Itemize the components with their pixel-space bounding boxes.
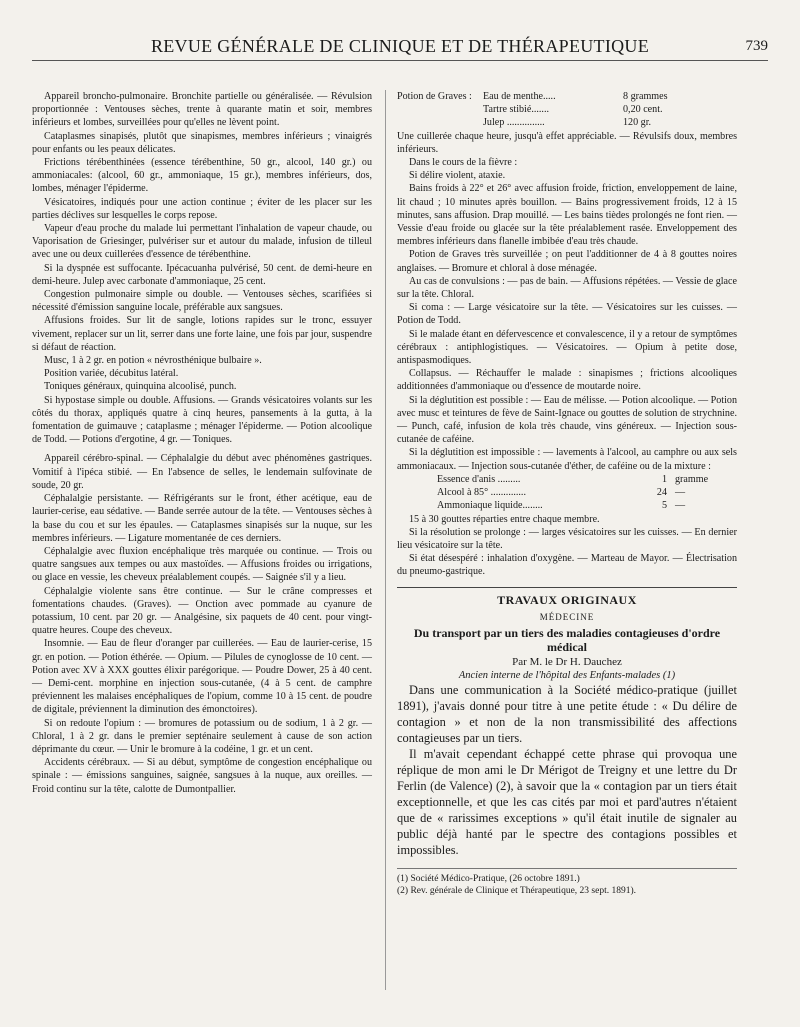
page-number: 739 bbox=[745, 38, 768, 54]
paragraph: Si le malade étant en défervescence et convalescence, il y a retour de symptômes cérébraux : antiphlogistiques. — Vésicatoires. — Opium à petite dose, antispasmodiques. bbox=[397, 328, 737, 367]
paragraph: Si la déglutition est possible : — Eau de mélisse. — Potion alcoolique. — Potion avec musc et teintures de fève de Saint-Ignace ou gouttes de solution de strychnine. — Punch, café, infusion de kola très chaude, vins généreux. — Injection sous-cutanée de caféine. bbox=[397, 394, 737, 446]
paragraph: Insomnie. — Eau de fleur d'oranger par cuillerées. — Eau de laurier-cerise, 15 gr. en potion. — Potion éthérée. — Opium. — Pilules de cynoglosse de 10 cent. — Potion avec XV à XXX gouttes élixir parégorique. — Poudre Dower, 25 à 40 cent. — Demi-cent. morphine en injection sous-cutanée, (4 à 5 cent. de camphre préviennent les malaises encéphaliques de l'opium, comme 10 à 15 cent. de poudre de digitale, préviennent la diminution des émonctoires). bbox=[32, 638, 372, 716]
article-paragraph: Dans une communication à la Société médico-pratique (juillet 1891), j'avais donné pour titre à une petite étude : « Du délire de contagion » et non de la non transmissibilité des affections contagieuses par un tiers. bbox=[397, 683, 737, 746]
paragraph: Si état désespéré : inhalation d'oxygène. — Marteau de Mayor. — Électrisation du pneumo-gastrique. bbox=[397, 553, 737, 578]
quantity: 0,20 cent. bbox=[623, 104, 663, 116]
paragraph: Au cas de convulsions : — pas de bain. — Affusions répétées. — Vessie de glace sur la tête. Chloral. bbox=[397, 275, 737, 301]
table-row bbox=[437, 499, 737, 512]
quantity: 5 bbox=[661, 500, 667, 512]
ingredient: Eau de menthe..... bbox=[483, 91, 556, 102]
article-title: Du transport par un tiers des maladies contagieuses d'ordre médical bbox=[413, 625, 721, 654]
author-affiliation: Ancien interne de l'hôpital des Enfants-malades (1) bbox=[458, 670, 676, 682]
paragraph: Vésicatoires, indiqués pour une action continue ; éviter de les placer sur les parties déclives sur lesquelles le corps repose. bbox=[32, 196, 372, 221]
paragraph: Céphalalgie avec fluxion encéphalique très marquée ou continue. — Trois ou quatre sangsues aux tempes ou aux mastoïdes. — Affusions froides ou irrigations, ou glace en vessie, les cheveux préalablement coupés. — Saignée s'il y a lieu. bbox=[32, 545, 372, 584]
paragraph: Frictions térébenthinées (essence térébenthine, 50 gr., alcool, 140 gr.) ou ammoniacales: (alcool, 60 gr., ammoniaque, 15 gr.), membres inférieurs, dos, lombes, ménager l'épiderme. bbox=[32, 157, 372, 195]
paragraph: Si la résolution se prolonge : — larges vésicatoires sur les cuisses. — En dernier lieu vésicatoire sur la tête. bbox=[397, 526, 737, 551]
unit: — bbox=[675, 487, 686, 499]
paragraph: Appareil broncho-pulmonaire. Bronchite partielle ou généralisée. — Révulsion proportionnée : Ventouses sèches, trente à quarante matin et soir, membres inférieurs et lombes, surveillées pour qu'elles ne lèvent point. bbox=[32, 91, 372, 129]
paragraph: Potion de Graves très surveillée ; on peut l'additionner de 4 à 8 gouttes noires anglaises. — Bromure et chloral à dose ménagée. bbox=[397, 249, 737, 274]
paragraph: Céphalalgie violente sans être continue. — Sur le crâne compresses et fomentations chaudes. (Graves). — Onction avec pommade au cyanure de potassium, 10 cent. par 20 gr. — Analgésine, six paquets de 40 cent. pour vingt-quatre heures. Coupe des cheveux. bbox=[32, 585, 372, 637]
paragraph: Vapeur d'eau proche du malade lui permettant l'inhalation de vapeur chaude, ou Vaporisation de Griesinger, pulvériser sur et autour du malade, infusion de tilleul avec une ou deux cuillerées d'essence de térébenthine. bbox=[32, 223, 372, 261]
paragraph: Toniques généraux, quinquina alcoolisé, punch. bbox=[44, 381, 237, 393]
paragraph: Collapsus. — Réchauffer le malade : sinapismes ; frictions alcooliques additionnées d'ammoniaque ou d'essence de moutarde noire. bbox=[397, 368, 737, 393]
paragraph: Si la dyspnée est suffocante. Ipécacuanha pulvérisé, 50 cent. de demi-heure en demi-heure. Julep avec carbonate d'ammoniaque, 25 cent. bbox=[32, 262, 372, 287]
paragraph: Cataplasmes sinapisés, plutôt que sinapismes, membres inférieurs ; vinaigrés pour enfants ou les peaux délicates. bbox=[32, 130, 372, 155]
paragraph: Appareil cérébro-spinal. — Céphalalgie du début avec phénomènes gastriques. Vomitif à l'ipéca stibié. — En l'absence de selles, le lendemain sulfovinate de soude, 20 gr. bbox=[32, 453, 372, 491]
right-column bbox=[397, 90, 737, 897]
table-row bbox=[397, 90, 737, 103]
paragraph: Une cuillerée chaque heure, jusqu'à effet appréciable. — Révulsifs doux, membres inférieurs. bbox=[397, 130, 737, 155]
left-column bbox=[32, 90, 372, 796]
article-paragraph: Il m'avait cependant échappé cette phrase qui provoqua une réplique de mon ami le Dr Mérigot de Treigny et une lettre du Dr Ferlin (de Valence) (2), à savoir que la « contagion par un tiers était exceptionnelle, et que les cas cités par moi et pard'autres n'étaient que de « rarissimes exceptions » qu'il était inutile de signaler au public déjà hanté par le spectre des contagions possibles et impossibles. bbox=[397, 747, 737, 858]
column-divider bbox=[385, 90, 386, 990]
quantity: 24 bbox=[656, 487, 667, 499]
unit: gramme bbox=[675, 473, 709, 485]
table-row bbox=[397, 103, 737, 116]
paragraph: Musc, 1 à 2 gr. en potion « névrosthénique bulbaire ». bbox=[44, 355, 262, 367]
table-row bbox=[437, 486, 737, 499]
paragraph: Position variée, décubitus latéral. bbox=[44, 368, 179, 380]
paragraph: Congestion pulmonaire simple ou double. — Ventouses sèches, scarifiées si nécessité d'émission sanguine locale, préférable aux sangsues. bbox=[32, 289, 372, 314]
paragraph: Céphalalgie persistante. — Réfrigérants sur le front, éther acétique, eau de laurier-cerise, eau sédative. — Bande serrée autour de la tête. — Ventouses sèches à la base du cou et sur les épaules. — Cataplasmes sinapisés sur la nuque, sur les membres inférieurs. — Ligature momentanée de ces derniers. bbox=[32, 493, 372, 544]
ingredient: Julep ............... bbox=[483, 117, 545, 129]
quantity: 1 bbox=[661, 473, 667, 485]
paragraph: Si on redoute l'opium : — bromures de potassium ou de sodium, 1 à 2 gr. — Chloral, 1 à 2 gr. dans le premier septénaire seulement à cause de son action déprimante du cœur. — Unir le bromure à la codéine, 1 gr. et un cent. bbox=[32, 717, 372, 755]
unit: — bbox=[675, 500, 686, 512]
mixture-table bbox=[397, 473, 737, 513]
table-row bbox=[397, 116, 737, 129]
journal-title: REVUE GÉNÉRALE DE CLINIQUE ET DE THÉRAPEUTIQUE bbox=[150, 36, 650, 56]
quantity: 120 gr. bbox=[623, 117, 652, 129]
running-header bbox=[32, 36, 768, 61]
footnotes bbox=[397, 868, 737, 897]
paragraph: Si délire violent, ataxie. bbox=[409, 170, 506, 182]
paragraph: Si la déglutition est impossible : — lavements à l'alcool, au camphre ou aux sels ammoniacaux. — Injection sous-cutanée d'éther, de caféine ou de la mixture : bbox=[397, 447, 737, 472]
footnote: (2) Rev. générale de Clinique et Thérapeutique, 23 sept. 1891). bbox=[397, 886, 637, 897]
table-row bbox=[437, 473, 737, 486]
paragraph: 15 à 30 gouttes réparties entre chaque membre. bbox=[409, 513, 600, 525]
article-author: Par M. le Dr H. Dauchez bbox=[512, 655, 622, 668]
paragraph: Accidents cérébraux. — Si au début, symptôme de congestion encéphalique ou spinale : — émissions sanguines, saignée, sangsues à la nuque, aux oreilles. — Froid continu sur la tête, calotte de Dumontpallier. bbox=[32, 757, 372, 795]
section-subheading: MÉDECINE bbox=[539, 611, 595, 622]
ingredient: Essence d'anis ......... bbox=[437, 473, 521, 485]
potion-label: Potion de Graves : bbox=[397, 91, 472, 102]
footnote: (1) Société Médico-Pratique, (26 octobre 1891.) bbox=[397, 874, 580, 885]
paragraph: Si coma : — Large vésicatoire sur la tête. — Vésicatoires sur les cuisses. — Potion de Todd. bbox=[397, 302, 737, 327]
paragraph: Dans le cours de la fièvre : bbox=[409, 157, 518, 169]
ingredient: Ammoniaque liquide........ bbox=[437, 500, 543, 512]
section-heading: TRAVAUX ORIGINAUX bbox=[397, 587, 737, 607]
paragraph: Si hypostase simple ou double. Affusions. — Grands vésicatoires volants sur les côtés du thorax, appliqués quatre à cinq heures, pansements à la gutta, à la fomentation de guimauve ; cataplasme ; ménager l'épiderme. — Potion alcoolique de Todd. — Potions d'ergotine, 4 gr. — Toniques. bbox=[32, 394, 372, 446]
quantity: 8 grammes bbox=[623, 91, 668, 102]
paragraph: Bains froids à 22° et 26° avec affusion froide, friction, enveloppement de laine, lit chaud ; 10 minutes après bouillon. — Bains progressivement froids, 12 à 15 minutes, sans affusion. Drap mouillé. — Les bains tièdes prolongés ne font rien. — Vessie d'eau froide ou glacée sur la tête préalablement rasée. Enveloppement des membres inférieurs dans flanelle imbibée d'eau très chaude. bbox=[397, 183, 737, 248]
potion-table bbox=[397, 90, 737, 130]
ingredient: Alcool à 85° .............. bbox=[437, 487, 526, 499]
paragraph: Affusions froides. Sur lit de sangle, lotions rapides sur le tronc, essuyer vivement, replacer sur un lit, serrer dans une forte laine, une fois par jour, suspendre si défaut de réaction. bbox=[32, 315, 372, 353]
ingredient: Tartre stibié....... bbox=[483, 104, 550, 116]
